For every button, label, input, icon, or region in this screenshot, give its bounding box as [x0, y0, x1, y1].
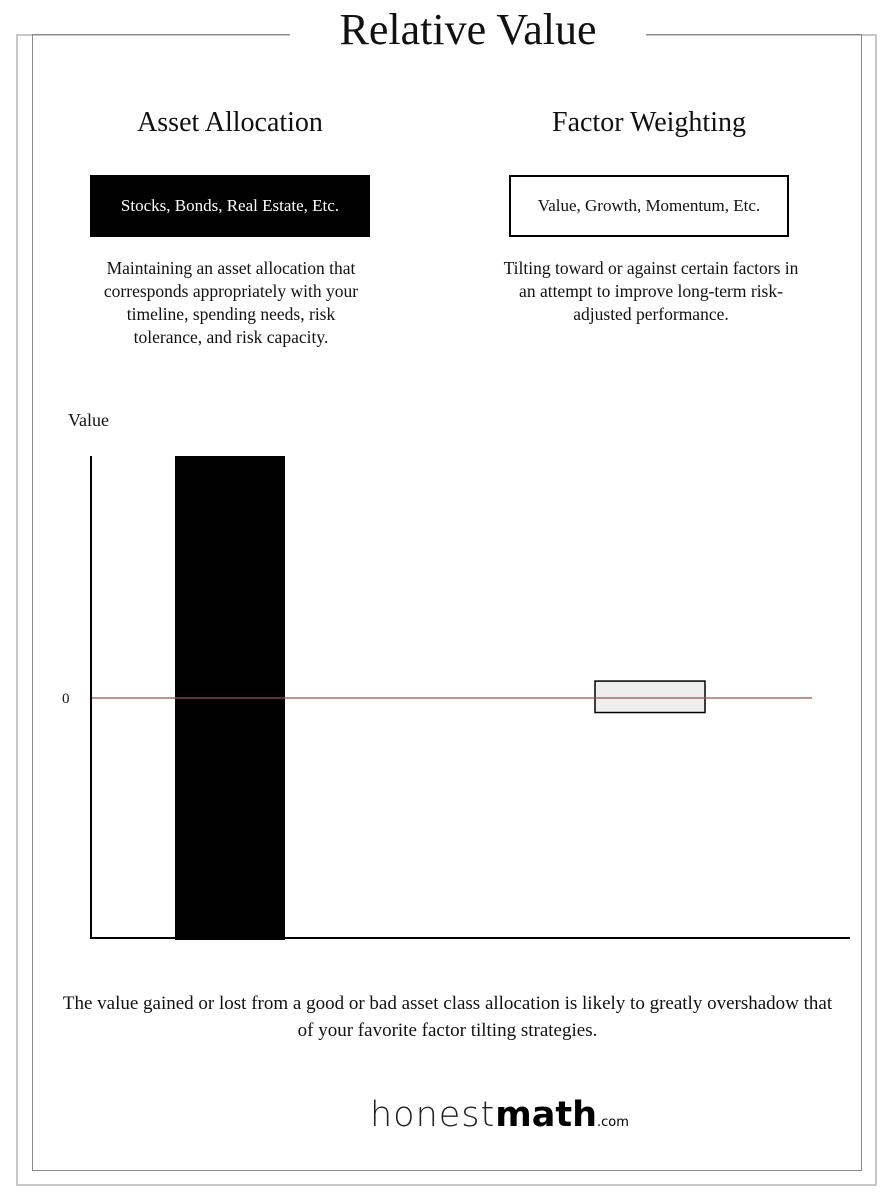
logo-text-bold: math — [495, 1095, 598, 1135]
logo-text-domain: .com — [597, 1115, 629, 1130]
factor-weighting-box-label: Value, Growth, Momentum, Etc. — [537, 196, 761, 215]
page-title: Relative Value — [290, 2, 646, 58]
asset-allocation-description: Maintaining an asset allocation that corresponds appropriately with your timeline, spending needs, risk tolerance, and risk capacity. — [103, 258, 359, 347]
y-axis-label: Value — [68, 410, 109, 430]
factor-weighting-description: Tilting toward or against certain factors in an attempt to improve long-term risk-adjusted performance. — [503, 258, 799, 324]
logo-text-light: honest — [370, 1095, 496, 1135]
zero-tick-label: 0 — [62, 691, 70, 707]
factor-weighting-heading: Factor Weighting — [552, 107, 746, 138]
asset-allocation-box-label: Stocks, Bonds, Real Estate, Etc. — [120, 196, 340, 215]
honestmath-logo — [370, 1090, 629, 1140]
asset-allocation-heading: Asset Allocation — [137, 107, 323, 138]
bar-factor-weighting — [595, 681, 705, 712]
chart-caption: The value gained or lost from a good or bad asset class allocation is likely to greatly overshadow that of your favorite factor tilting strategies. — [62, 993, 833, 1041]
